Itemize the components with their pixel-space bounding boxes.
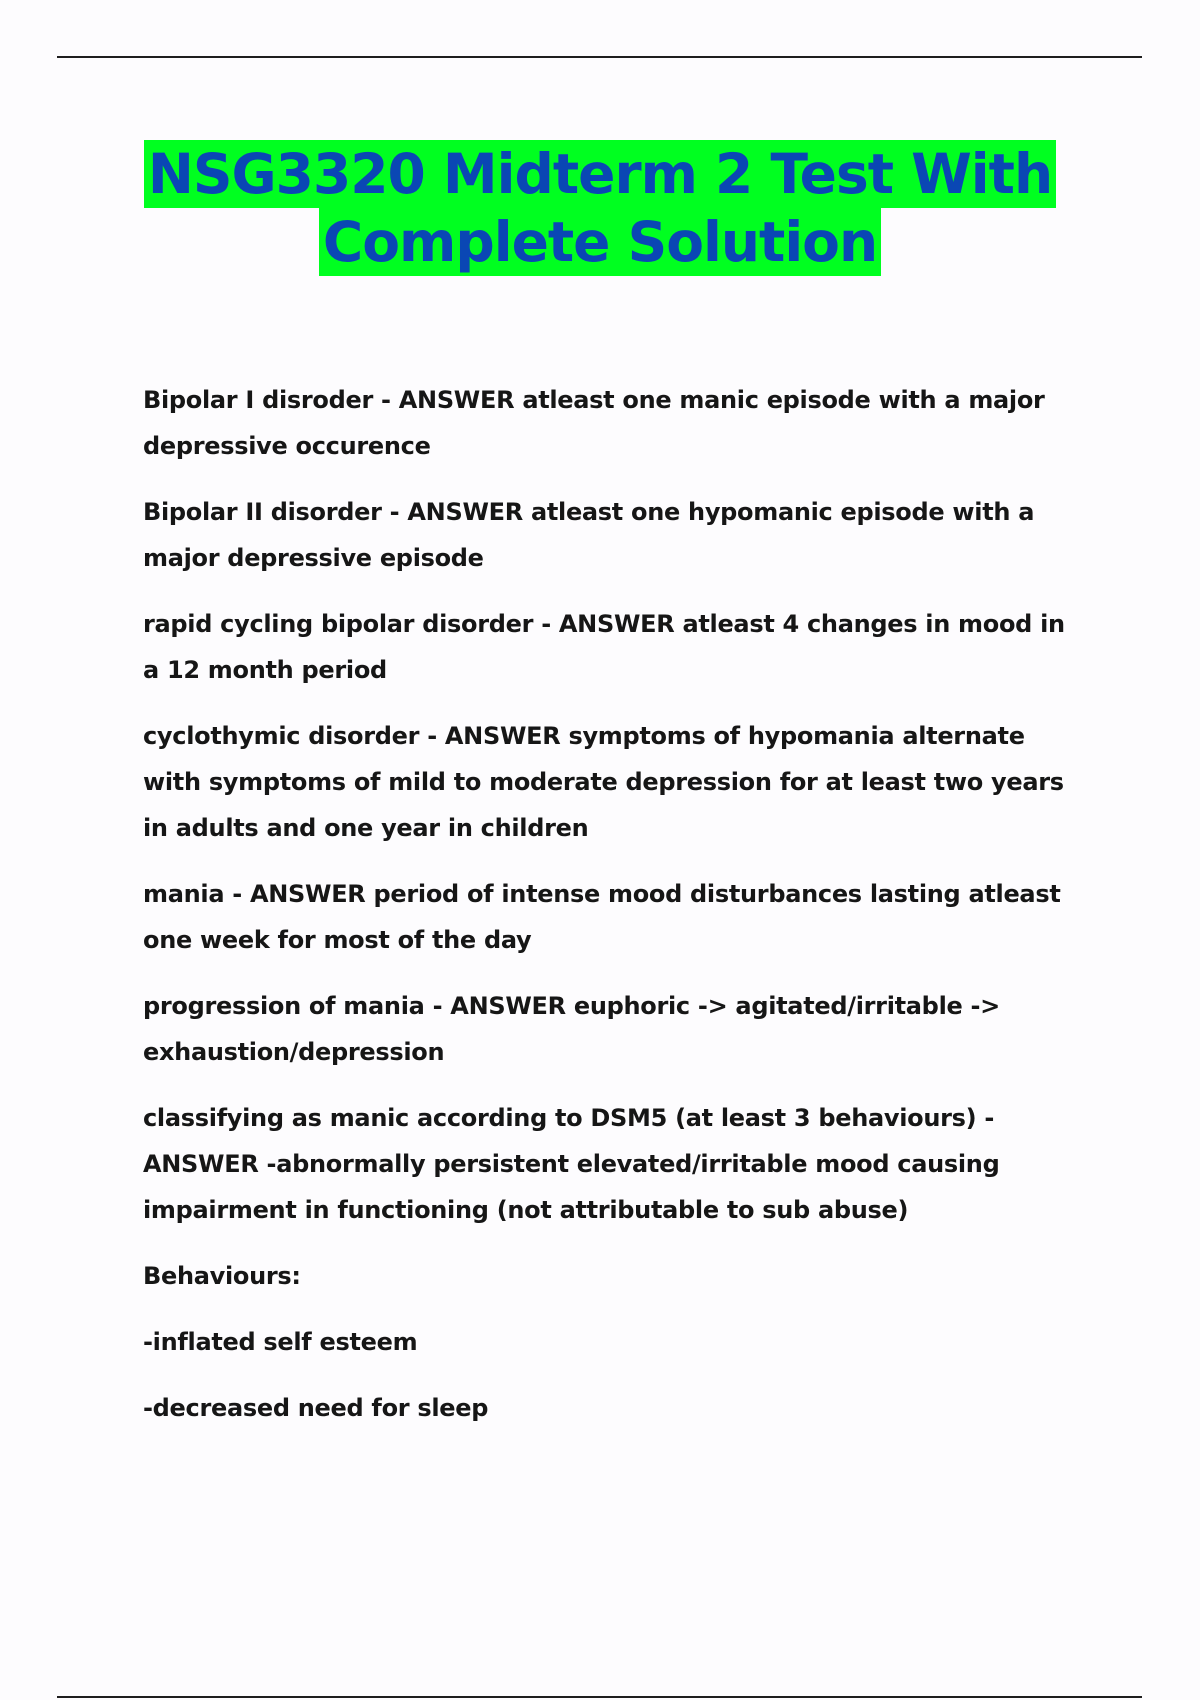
qa-entry: progression of mania - ANSWER euphoric -> agitated/irritable -> exhaustion/depression <box>143 992 1000 1066</box>
qa-entry: Bipolar I disroder - ANSWER atleast one manic episode with a major depressive occurence <box>143 386 1045 460</box>
behaviours-heading: Behaviours: <box>143 1262 301 1290</box>
top-divider <box>57 56 1142 58</box>
behaviour-item: -decreased need for sleep <box>143 1394 489 1422</box>
qa-entry: classifying as manic according to DSM5 (at least 3 behaviours) - ANSWER -abnormally persistent elevated/irritable mood causing impairment in functioning (not attributable to sub abuse) <box>143 1104 1000 1224</box>
bottom-divider <box>57 1696 1142 1698</box>
qa-entry: cyclothymic disorder - ANSWER symptoms of hypomania alternate with symptoms of mild to moderate depression for at least two years in adults and one year in children <box>143 722 1064 842</box>
qa-entry: Bipolar II disorder - ANSWER atleast one hypomanic episode with a major depressive episode <box>143 498 1035 572</box>
title-line-1: NSG3320 Midterm 2 Test With <box>144 140 1056 208</box>
qa-entry: mania - ANSWER period of intense mood disturbances lasting atleast one week for most of the day <box>143 880 1061 954</box>
title-line-2: Complete Solution <box>319 208 881 276</box>
behaviour-item: -inflated self esteem <box>143 1328 418 1356</box>
document-body <box>143 377 1073 1451</box>
document-title <box>0 140 1200 276</box>
qa-entry: rapid cycling bipolar disorder - ANSWER atleast 4 changes in mood in a 12 month period <box>143 610 1065 684</box>
